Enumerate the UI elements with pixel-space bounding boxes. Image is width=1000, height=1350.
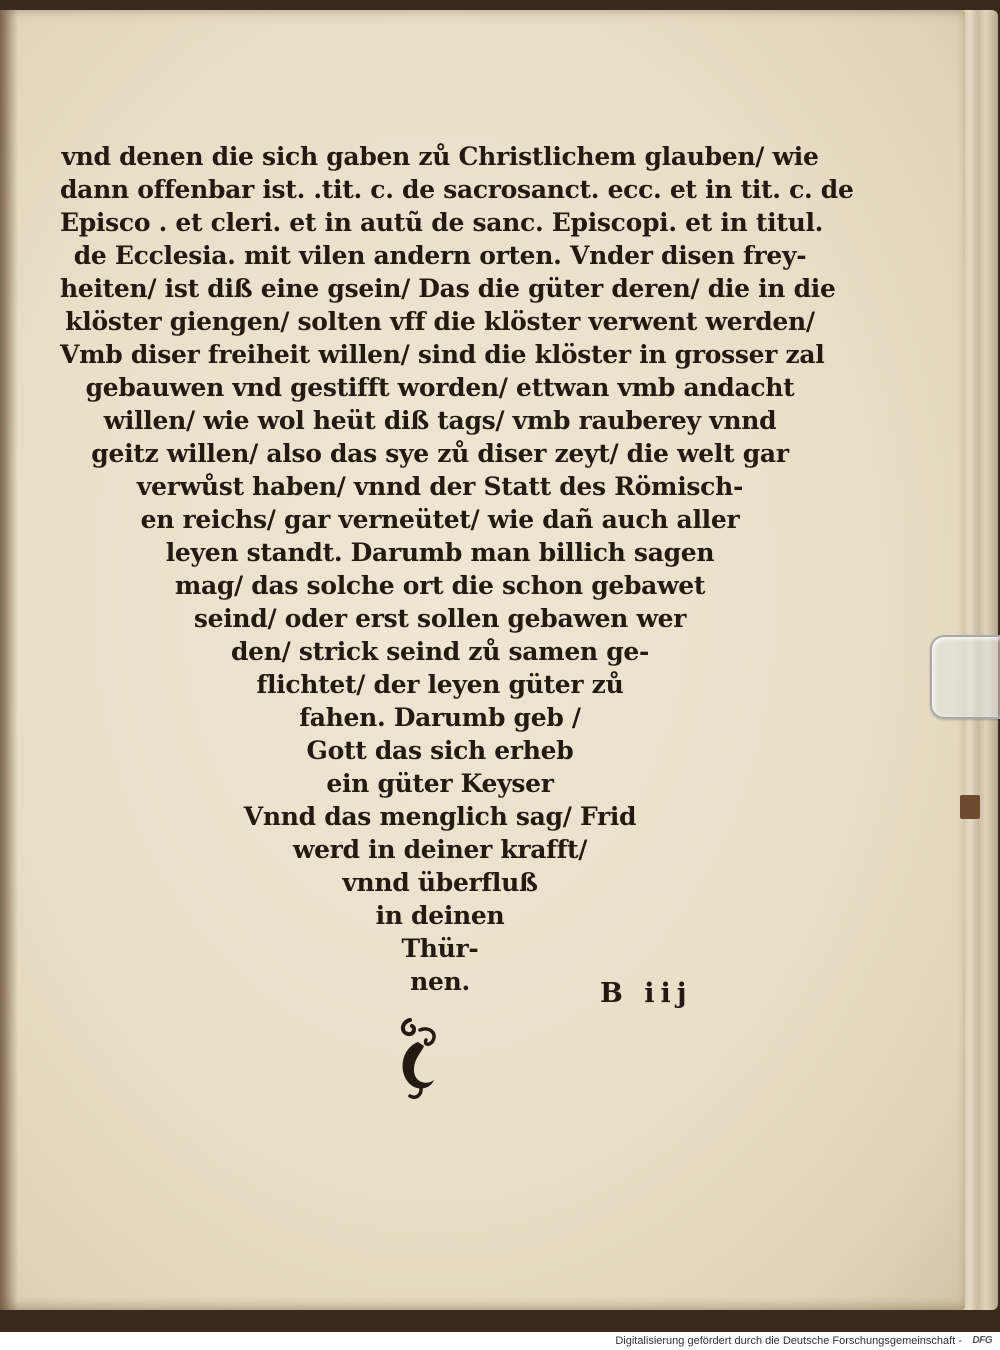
- text-line: Episco . et cleri. et in autũ de sanc. Episcopi. et in titul.: [60, 208, 824, 237]
- text-line: en reichs/ gar verneütet/ wie dañ auch aller: [140, 505, 740, 534]
- text-line: nen.: [410, 967, 470, 996]
- book-clip-icon: [930, 635, 1000, 719]
- text-line: seind/ oder erst sollen gebawen wer: [193, 604, 687, 633]
- text-line: dann offenbar ist. .tit. c. de sacrosanct. ecc. et in tit. c. de: [60, 175, 854, 204]
- text-line: Gott das sich erheb: [306, 736, 574, 765]
- body-text: [60, 140, 854, 998]
- text-line: heiten/ ist diß eine gsein/ Das die güter deren/ die in die: [60, 274, 836, 303]
- gutter-shadow: [0, 10, 18, 1310]
- text-line: vnnd überfluß: [342, 868, 538, 897]
- text-line: ein güter Keyser: [326, 769, 554, 798]
- text-line: mag/ das solche ort die schon gebawet: [174, 571, 706, 600]
- text-line: gebauwen vnd gestifft worden/ ettwan vmb andacht: [85, 373, 795, 402]
- signature-mark: B iij: [600, 978, 693, 1009]
- footer-bar: [0, 1332, 1000, 1350]
- text-line: leyen standt. Darumb man billich sagen: [165, 538, 715, 567]
- text-line: geitz willen/ also das sye zů diser zeyt/ die welt gar: [91, 439, 789, 468]
- text-line: willen/ wie wol heüt diß tags/ vmb rauberey vnnd: [103, 406, 777, 435]
- text-line: in deinen: [375, 901, 505, 930]
- digitization-credit: Digitalisierung gefördert durch die Deutsche Forschungsgemeinschaft -: [615, 1335, 962, 1347]
- text-line: Vmb diser freiheit willen/ sind die klöster in grosser zal: [60, 340, 825, 369]
- page-tab: [960, 795, 980, 819]
- text-line: vnd denen die sich gaben zů Christlichem glauben/ wie: [61, 142, 819, 171]
- text-line: fahen. Darumb geb /: [299, 703, 581, 732]
- text-line: verwůst haben/ vnnd der Statt des Römisch-: [136, 472, 744, 501]
- text-line: Thür-: [401, 934, 479, 963]
- fleuron-ornament-icon: [390, 1012, 450, 1102]
- text-line: werd in deiner krafft/: [292, 835, 588, 864]
- dfg-logo: DFG: [972, 1335, 992, 1346]
- text-line: den/ strick seind zů samen ge-: [230, 637, 650, 666]
- text-line: de Ecclesia. mit vilen andern orten. Vnder disen frey-: [73, 241, 807, 270]
- text-line: Vnnd das menglich sag/ Frid: [243, 802, 637, 831]
- text-line: klöster giengen/ solten vff die klöster verwent werden/: [65, 307, 815, 336]
- text-line: flichtet/ der leyen güter zů: [256, 670, 624, 699]
